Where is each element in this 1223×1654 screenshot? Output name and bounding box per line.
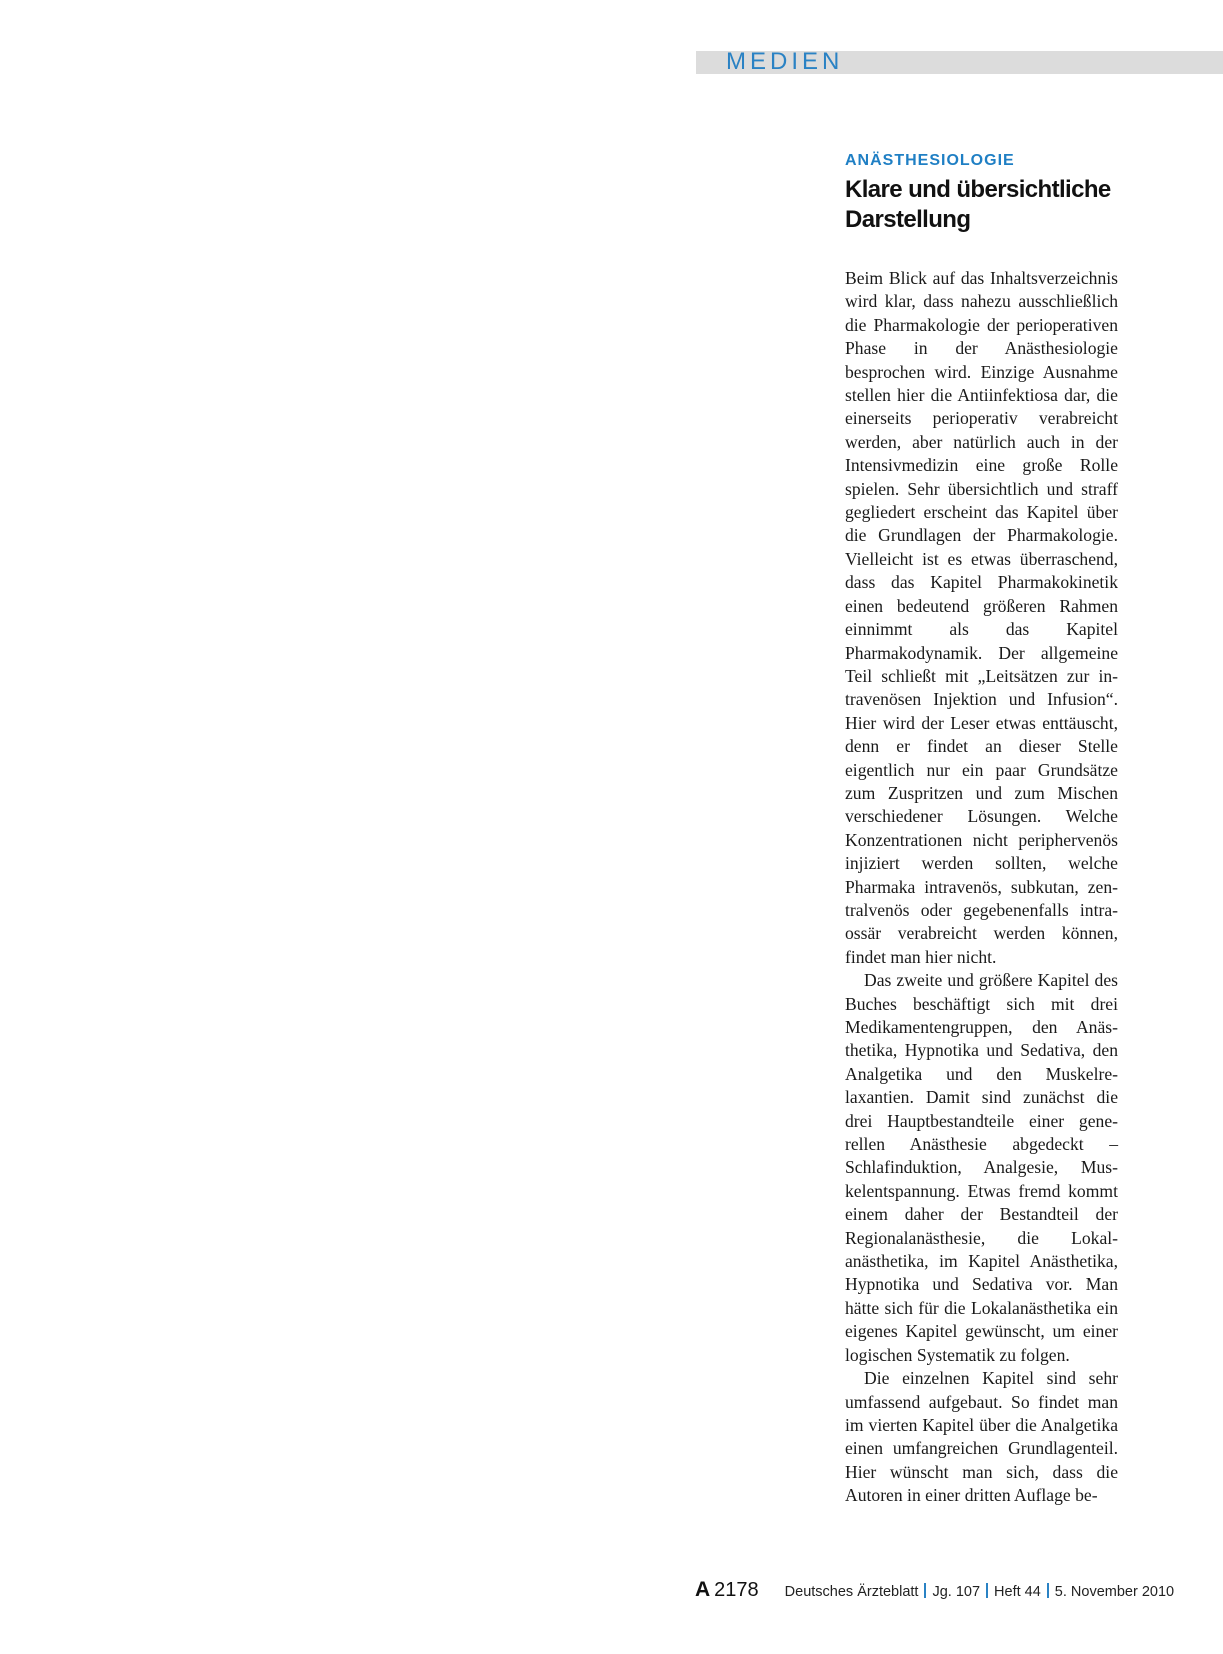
footer-separator	[1047, 1583, 1049, 1598]
page-footer	[695, 1578, 1174, 1604]
article-kicker: ANÄSTHESIOLOGIE	[845, 152, 1015, 169]
journal-issue: Heft 44	[994, 1584, 1041, 1600]
section-label: MEDIEN	[726, 48, 844, 75]
article-paragraph-1: Beim Blick auf das Inhaltsverzeichnis wird klar, dass nahezu ausschließlich die Pharmakologie der perioperativen Phase in der Anästhesiologie besprochen wird. Einzige Ausnahme stellen hier die Antiinfektiosa dar, die einerseits perioperativ verabreicht werden, aber natürlich auch in der Intensivmedizin eine große Rolle spielen. Sehr übersichtlich und straff gegliedert erscheint das Kapitel über die Grundlagen der Pharmakologie. Vielleicht ist es etwas überraschend, dass das Kapitel Pharmakokinetik einen bedeutend größeren Rahmen einnimmt als das Kapitel Pharmakodynamik. Der allgemeine Teil schließt mit „Leitsätzen zur intravenösen Injektion und Infusion“. Hier wird der Leser etwas enttäuscht, denn er findet an dieser Stelle eigentlich nur ein paar Grundsätze zum Zuspritzen und zum Mischen verschiedener Lösungen. Welche Konzentrationen nicht periphervenös injiziert werden sollten, welche Pharmaka intravenös, subkutan, zentralvenös oder gegebenenfalls intraossär verabreicht werden können, findet man hier nicht.	[845, 268, 1118, 967]
page-letter: A	[695, 1578, 711, 1601]
article-paragraph-2: Das zweite und größere Kapitel des Buches beschäftigt sich mit drei Medikamentengruppen, den Anästhetika, Hypnotika und Sedativa, den Analgetika und den Muskelrelaxantien. Damit sind zunächst die drei Hauptbestandteile einer generellen Anästhesie abgedeckt – Schlafinduktion, Analgesie, Muskelentspannung. Etwas fremd kommt einem daher der Bestandteil der Regionalanästhesie, die Lokalanästhetika, im Kapitel Anästhetika, Hypnotika und Sedativa vor. Man hätte sich für die Lokalanästhetika ein eigenes Kapitel gewünscht, um einer logischen Systematik zu folgen.	[845, 970, 1118, 1365]
article-body	[845, 267, 1118, 1508]
footer-separator	[924, 1583, 926, 1598]
page-number: 2178	[714, 1579, 759, 1601]
article-paragraph-3: Die einzelnen Kapitel sind sehr umfassend aufgebaut. So findet man im vierten Kapitel über die Analgetika einen umfangreichen Grundlagenteil. Hier wünscht man sich, dass die Autoren in einer dritten Auflage be-	[845, 1368, 1118, 1506]
issue-date: 5. November 2010	[1054, 1584, 1175, 1600]
footer-separator	[986, 1583, 988, 1598]
journal-volume: Jg. 107	[932, 1584, 981, 1600]
journal-name: Deutsches Ärzteblatt	[784, 1584, 919, 1600]
article-headline: Klare und übersichtliche Darstellung	[845, 176, 1111, 233]
